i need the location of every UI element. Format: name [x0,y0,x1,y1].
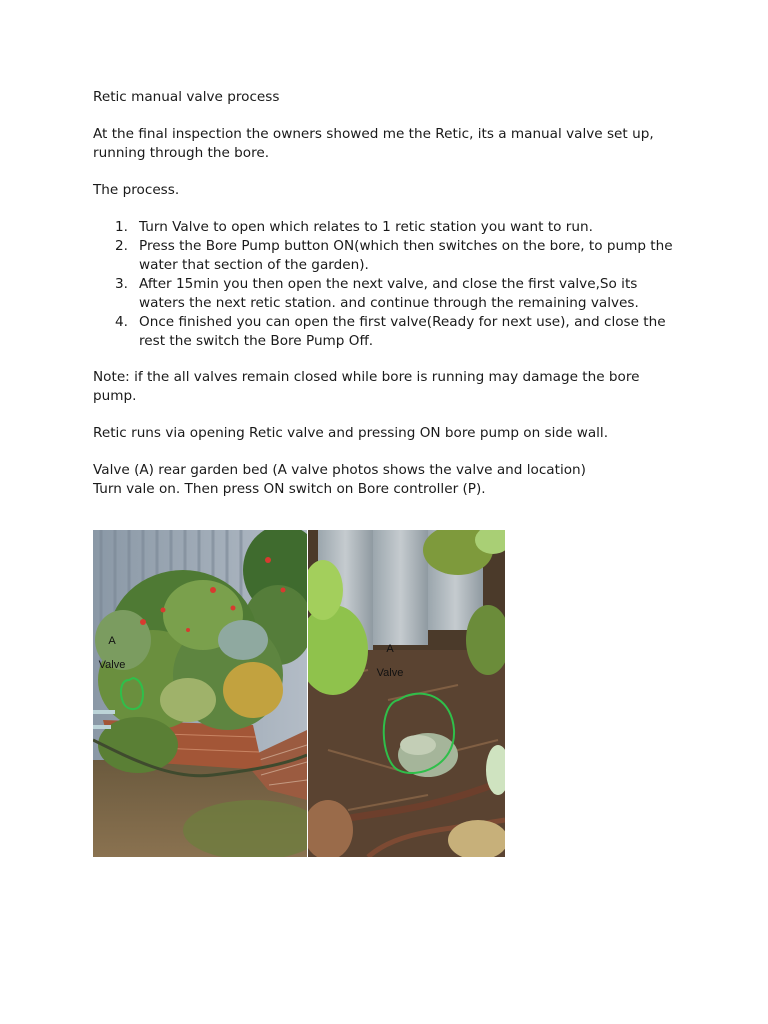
document-body [93,88,683,499]
intro-paragraph: At the final inspection the owners showed me the Retic, its a manual valve set up, running through the bore. [93,126,654,161]
garden-bed-photo [93,530,307,857]
right-valve-label [370,631,410,679]
step-text: Turn Valve to open which relates to 1 retic station you want to run. [139,219,593,235]
process-steps-list [93,218,683,351]
list-item [93,218,683,237]
step-text: Press the Bore Pump button ON(which then switches on the bore, to pump the water that section of the garden). [139,238,673,273]
retic-runs-paragraph: Retic runs via opening Retic valve and pressing ON bore pump on side wall. [93,425,609,441]
note-paragraph: Note: if the all valves remain closed while bore is running may damage the bore pump. [93,369,640,404]
valve-closeup-photo [308,530,505,857]
valve-closeup-image [308,530,505,857]
step-text: Once finished you can open the first valve(Ready for next use), and close the rest the switch the Bore Pump Off. [139,314,666,349]
step-text: After 15min you then open the next valve, and close the first valve,So its waters the next retic station. and continue through the remaining valves. [139,276,639,311]
left-label-letter: A [108,635,116,647]
left-label-word: Valve [98,659,126,671]
garden-bed-image [93,530,307,857]
step-number: 2. [115,238,128,254]
valve-photos [93,530,505,857]
document-title: Retic manual valve process [93,89,280,105]
list-item [93,275,683,313]
left-valve-label [93,623,131,671]
step-number: 1. [115,219,128,235]
process-heading: The process. [93,182,180,198]
list-item [93,313,683,351]
list-item [93,237,683,275]
right-label-word: Valve [376,667,404,679]
right-label-letter: A [386,643,394,655]
step-number: 4. [115,314,128,330]
valve-a-instruction: Turn vale on. Then press ON switch on Bore controller (P). [93,481,486,497]
step-number: 3. [115,276,128,292]
valve-a-block [93,461,683,499]
valve-a-description: Valve (A) rear garden bed (A valve photos shows the valve and location) [93,462,586,478]
